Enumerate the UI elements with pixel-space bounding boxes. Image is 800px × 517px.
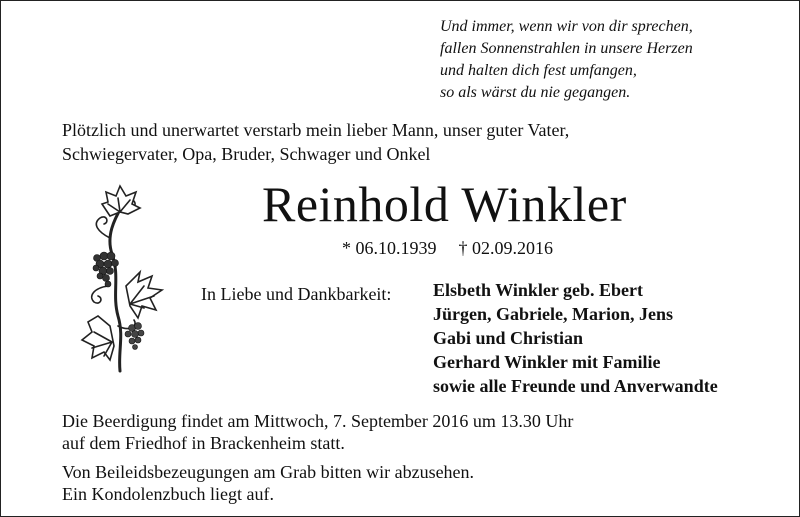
life-dates bbox=[342, 236, 553, 260]
intro-line: Plötzlich und unerwartet verstarb mein lieber Mann, unser guter Vater, bbox=[62, 120, 570, 140]
funeral-info bbox=[62, 410, 573, 454]
intro-text bbox=[62, 118, 569, 166]
mourners-list bbox=[433, 278, 718, 398]
mourner-line: Elsbeth Winkler geb. Ebert bbox=[433, 280, 644, 300]
funeral-line: auf dem Friedhof in Brackenheim statt. bbox=[62, 433, 345, 453]
poem-line: fallen Sonnenstrahlen in unsere Herzen bbox=[440, 40, 693, 57]
poem-line: so als wärst du nie gegangen. bbox=[440, 84, 631, 101]
mourner-line: Gabi und Christian bbox=[433, 328, 584, 348]
condolence-line: Ein Kondolenzbuch liegt auf. bbox=[62, 484, 274, 504]
mourner-line: Jürgen, Gabriele, Marion, Jens bbox=[433, 304, 673, 324]
poem bbox=[440, 16, 693, 104]
poem-line: Und immer, wenn wir von dir sprechen, bbox=[440, 18, 693, 35]
mourner-line: Gerhard Winkler mit Familie bbox=[433, 352, 661, 372]
intro-line: Schwiegervater, Opa, Bruder, Schwager und Onkel bbox=[62, 144, 431, 164]
death-date: † 02.09.2016 bbox=[458, 238, 553, 258]
condolence-line: Von Beileidsbezeugungen am Grab bitten wir abzusehen. bbox=[62, 462, 475, 482]
grapevine-illustration bbox=[48, 176, 168, 376]
funeral-line: Die Beerdigung findet am Mittwoch, 7. September 2016 um 13.30 Uhr bbox=[62, 411, 574, 431]
deceased-name: Reinhold Winkler bbox=[262, 176, 627, 232]
condolence-info bbox=[62, 461, 474, 505]
poem-line: und halten dich fest umfangen, bbox=[440, 62, 637, 79]
mourning-label: In Liebe und Dankbarkeit: bbox=[201, 284, 392, 304]
birth-date: * 06.10.1939 bbox=[342, 238, 437, 258]
mourner-line: sowie alle Freunde und Anverwandte bbox=[433, 376, 718, 396]
